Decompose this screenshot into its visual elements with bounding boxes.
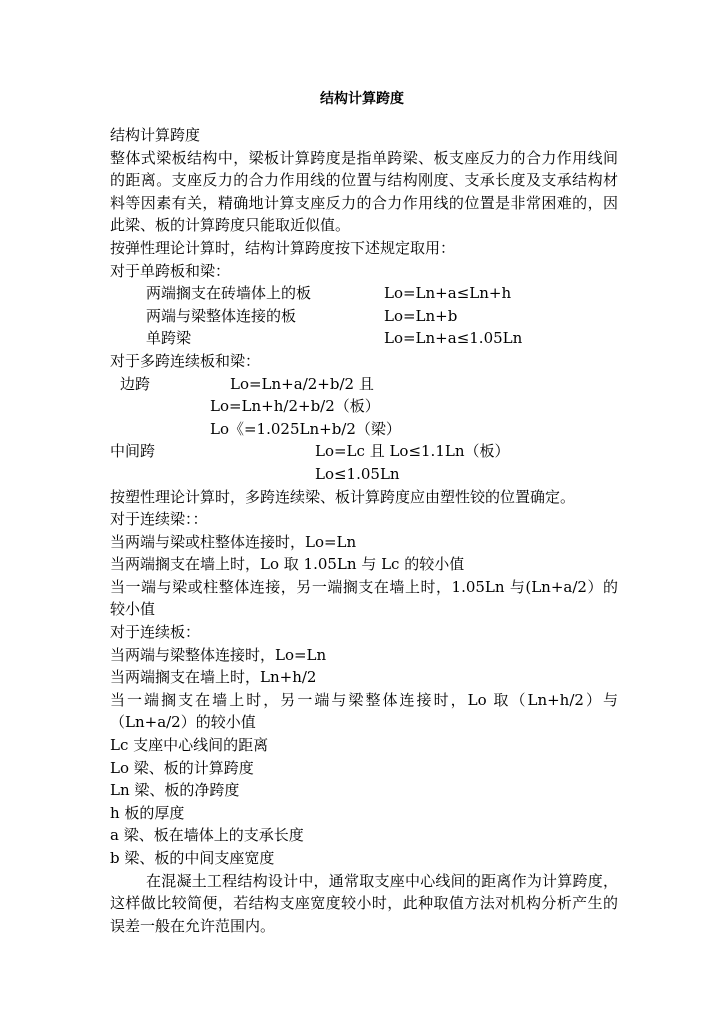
multi-span-heading: 对于多跨连续板和梁： (110, 351, 261, 370)
definition-item: Lo 梁、板的计算跨度 (110, 758, 254, 777)
document-title: 结构计算跨度 (320, 91, 404, 107)
section-heading: 结构计算跨度 (110, 126, 201, 144)
single-span-label: 两端与梁整体连接的板 (146, 306, 297, 325)
continuous-beam-line: 当两端搁支在墙上时，Lo 取 1.05Ln 与 Lc 的较小值 (110, 555, 465, 574)
single-span-formula: Lo=Ln+a≤Ln+h (384, 284, 512, 303)
edge-span-row (110, 373, 618, 396)
continuous-beam-line: 当两端与梁或柱整体连接时，Lo=Ln (110, 532, 357, 551)
single-span-label: 两端搁支在砖墙体上的板 (146, 284, 312, 303)
edge-span-formula-line: Lo《=1.025Ln+b/2（梁） (210, 419, 401, 438)
continuous-slab-heading: 对于连续板： (110, 623, 201, 642)
single-span-formula: Lo=Ln+b (384, 306, 458, 325)
middle-span-formula-line: Lo≤1.05Ln (315, 464, 400, 483)
single-span-heading: 对于单跨板和梁： (110, 261, 231, 280)
single-span-row (110, 305, 618, 328)
edge-span-formula-line: Lo=Ln+h/2+b/2（板） (210, 397, 380, 416)
continuous-beam-heading: 对于连续梁：： (110, 510, 208, 529)
continuous-slab-line: 当两端与梁整体连接时，Lo=Ln (110, 645, 327, 664)
continuous-slab-line: 当两端搁支在墙上时，Ln+h/2 (110, 668, 317, 687)
middle-span-formula: Lo=Lc 且 Lo≤1.1Ln（板） (315, 442, 510, 461)
conclusion-paragraph: 在混凝土工程结构设计中，通常取支座中心线间的距离作为计算跨度，这样做比较简便，若结构支座宽度较小时，此种取值方法对机构分析产生的误差一般在允许范围内。 (110, 871, 618, 935)
continuous-slab-line: 当一端搁支在墙上时，另一端与梁整体连接时，Lo 取（Ln+h/2）与（Ln+a/2）的较小值 (110, 690, 618, 732)
definition-item: Ln 梁、板的净跨度 (110, 781, 240, 800)
definition-item: b 梁、板的中间支座宽度 (110, 849, 275, 867)
definition-item: a 梁、板在墙体上的支承长度 (110, 826, 304, 845)
edge-span-label: 边跨 (120, 374, 151, 393)
single-span-label: 单跨梁 (146, 329, 192, 348)
single-span-row (110, 282, 618, 305)
plastic-intro: 按塑性理论计算时，多跨连续梁、板计算跨度应由塑性铰的位置确定。 (110, 487, 576, 506)
elastic-intro: 按弹性理论计算时，结构计算跨度按下述规定取用： (110, 238, 456, 257)
definition-item: Lc 支座中心线间的距离 (110, 736, 269, 755)
document-body (110, 124, 618, 937)
middle-span-row (110, 440, 618, 463)
intro-paragraph: 整体式梁板结构中，梁板计算跨度是指单跨梁、板支座反力的合力作用线间的距离。支座反力的合力作用线的位置与结构刚度、支承长度及支承结构材料等因素有关，精确地计算支座反力的合力作用线的位置是非常困难的，因此梁、板的计算跨度只能取近似值。 (110, 148, 618, 235)
single-span-formula: Lo=Ln+a≤1.05Ln (384, 329, 523, 348)
definition-item: h 板的厚度 (110, 803, 185, 822)
middle-span-label: 中间跨 (110, 442, 156, 461)
edge-span-formula: Lo=Ln+a/2+b/2 且 (230, 374, 374, 393)
single-span-row (110, 327, 618, 350)
continuous-beam-line: 当一端与梁或柱整体连接，另一端搁支在墙上时，1.05Ln 与(Ln+a/2）的较小值 (110, 577, 618, 619)
